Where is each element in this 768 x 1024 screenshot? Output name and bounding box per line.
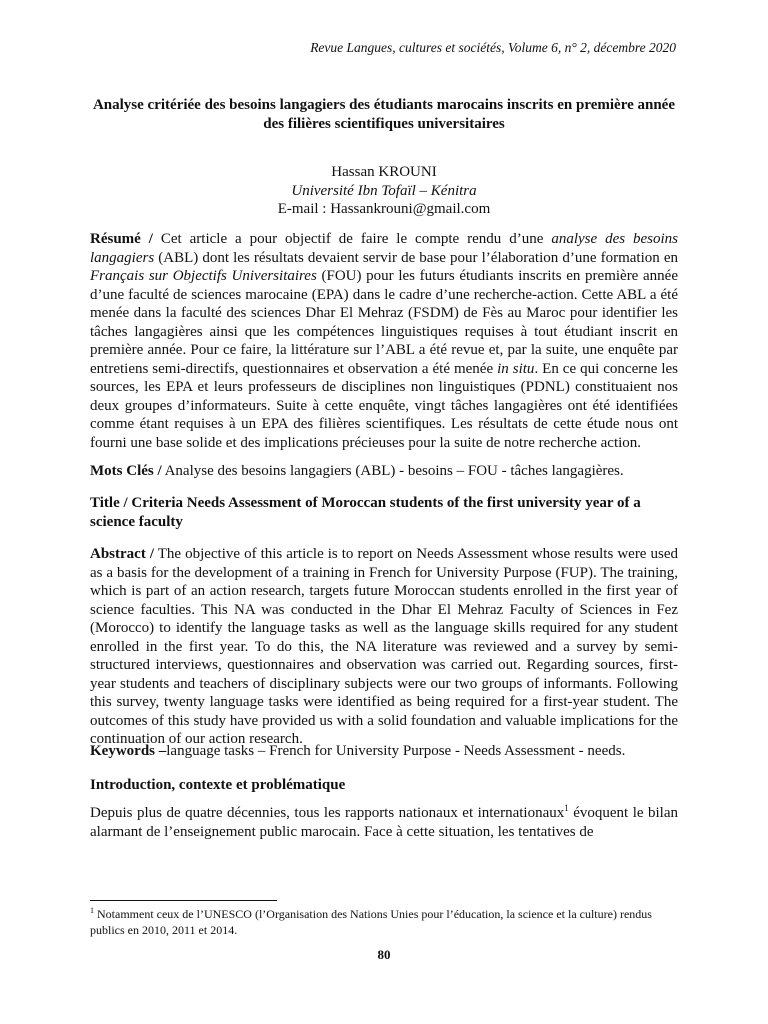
resume-text-3: (FOU) pour les futurs étudiants inscrits en première année d’une faculté de sciences marocaine (EPA) dans le cadre d’une recherche-action. Cette ABL a été menée dans la faculté des sciences Dhar El Mehraz (FSDM) de Fès au Maroc pour identifier les tâches langagières ainsi que les compétences linguistiques requises à tout étudiant inscrit en première année. Pour ce faire, la littérature sur l’ABL a été revue et, par la suite, une enquête par entretiens semi-directifs, questionnaires et observation a été menée [90, 268, 678, 377]
resume-label: Résumé / [90, 231, 153, 247]
keywords-label: Keywords – [90, 743, 167, 759]
mots-cles-text: Analyse des besoins langagiers (ABL) - besoins – FOU - tâches langagières. [161, 463, 624, 479]
resume-paragraph [90, 230, 678, 452]
english-title: Title / Criteria Needs Assessment of Moroccan students of the first university year of a science faculty [90, 495, 641, 530]
resume-italic-1: analyse des besoins langagiers [90, 231, 678, 266]
keywords-paragraph [90, 742, 678, 761]
resume-text-2: (ABL) dont les résultats devaient servir de base pour l’élaboration d’une formation en [154, 249, 678, 266]
resume-text-1: Cet article a pour objectif de faire le compte rendu d’une [152, 231, 552, 247]
resume-italic-2: Français sur Objectifs Universitaires [90, 268, 317, 284]
footnote [90, 907, 678, 938]
intro-paragraph [90, 804, 678, 841]
resume-italic-3: in situ [497, 360, 535, 377]
footnote-reference[interactable]: 1 [564, 803, 569, 813]
resume-text-4: . En ce qui concerne les sources, les EPA et leurs professeurs de disciplines non linguistiques (PDNL) constituaient nos deux groupes d’informateurs. Suite à cette enquête, vingt tâches langagières ont été identifiées comme étant requises à un EPA des filières scientifiques. Les résultats de cette étude nous ont fourni une base solide et des implications précieuses pour la suite de notre recherche action. [90, 360, 679, 451]
mots-cles-label: Mots Clés / [90, 463, 162, 479]
author-affiliation: Université Ibn Tofaïl – Kénitra [291, 182, 477, 199]
abstract-paragraph [90, 545, 678, 749]
abstract-label: Abstract / [90, 546, 154, 562]
author-name: Hassan KROUNI [331, 164, 437, 180]
intro-text-1: Depuis plus de quatre décennies, tous les rapports nationaux et internationaux [90, 805, 565, 821]
article-title: Analyse critériée des besoins langagiers des étudiants marocains inscrits en première année des filières scientifiques universitaires [92, 97, 676, 132]
footnote-text: Notamment ceux de l’UNESCO (l’Organisation des Nations Unies pour l’éducation, la science et la culture) rendus publics en 2010, 2011 et 2014. [90, 907, 652, 937]
journal-header: Revue Langues, cultures et sociétés, Volume 6, n° 2, décembre 2020 [310, 40, 676, 55]
intro-heading: Introduction, contexte et problématique [90, 777, 346, 793]
author-email: E-mail : Hassankrouni@gmail.com [277, 201, 491, 217]
abstract-text: The objective of this article is to report on Needs Assessment whose results were used as a basis for the development of a training in French for University Purpose (FUP). The training, which is part of an action research, targets future Moroccan students enrolled in the first year of science faculties. This NA was conducted in the Dhar El Mehraz Faculty of Sciences in Fez (Morocco) to identify the language tasks as well as the language skills required for any student enrolled in the first year. To do this, the NA literature was reviewed and a survey by semi-structured interviews, questionnaires and observation was carried out. Regarding sources, first-year students and teachers of disciplinary subjects were our two groups of informants. Following this survey, twenty language tasks were identified as being required for a first-year student. The outcomes of this study have provided us with a solid foundation and valuable implications for the continuation of our action research. [90, 546, 678, 747]
page-number: 80 [377, 947, 391, 962]
footnote-number: 1 [90, 906, 94, 915]
keywords-text: language tasks – French for University Purpose - Needs Assessment - needs. [166, 743, 626, 759]
mots-cles-paragraph [90, 462, 678, 481]
author-block [90, 163, 678, 219]
intro-text-2: évoquent le bilan alarmant de l’enseignement public marocain. Face à cette situation, les tentatives de [90, 805, 678, 840]
footnote-divider [90, 900, 277, 901]
